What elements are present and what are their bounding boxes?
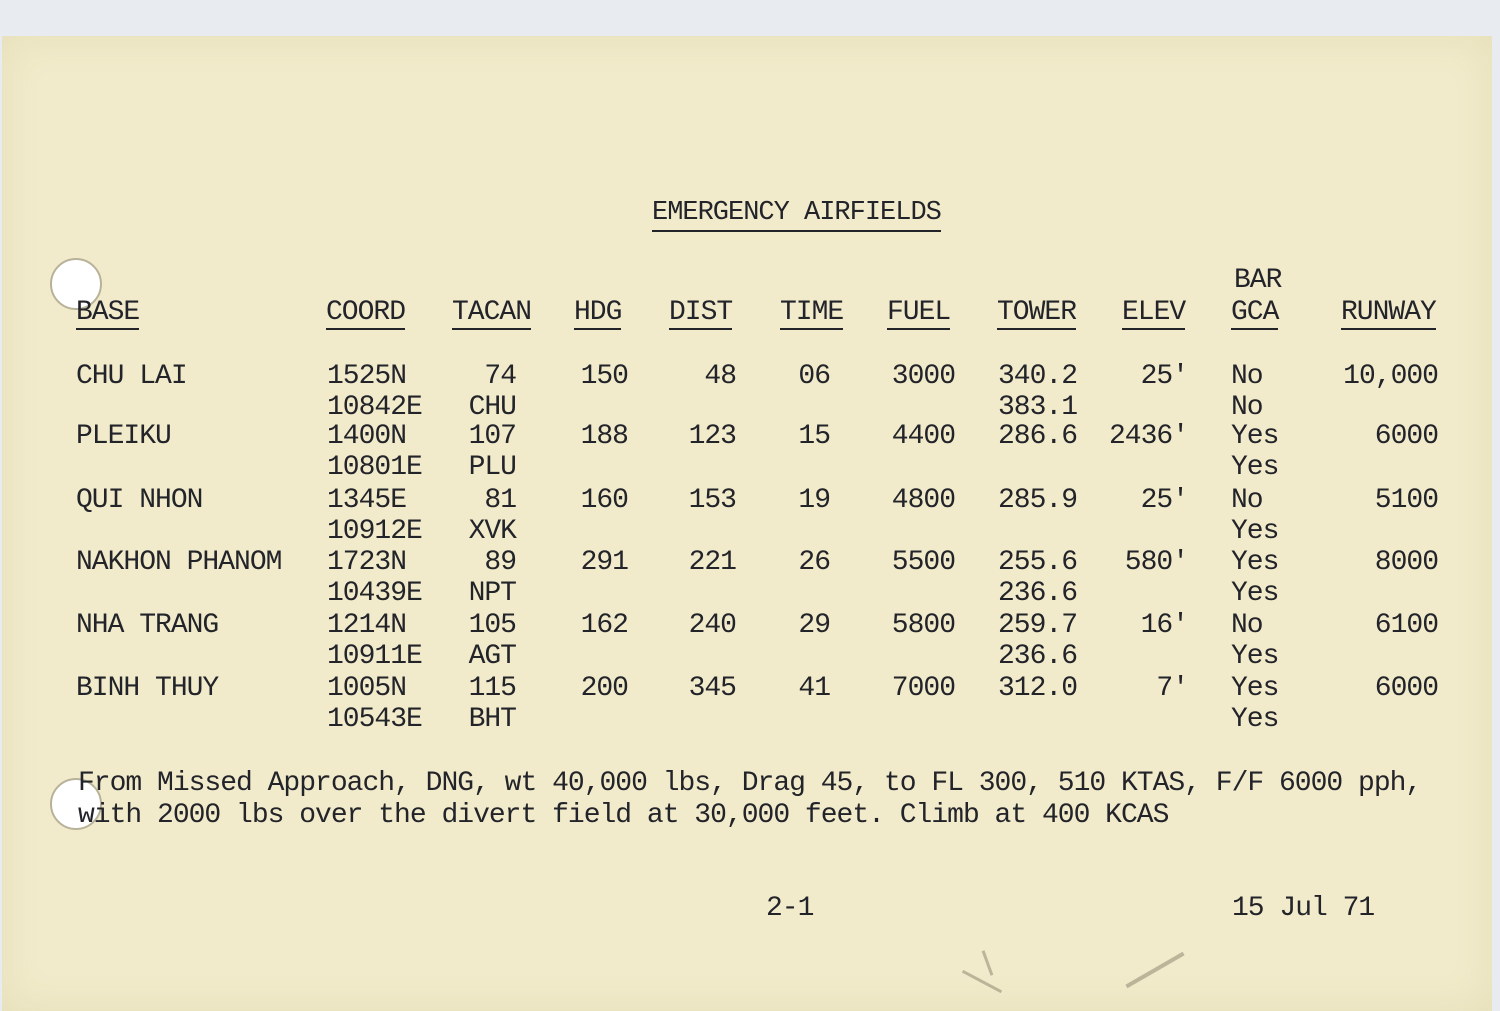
cell-base: PLEIKU: [76, 421, 171, 452]
cell-coord: 10842E: [327, 392, 422, 423]
header-dist: DIST: [669, 297, 733, 328]
page-number: 2-1: [766, 893, 814, 924]
cell-coord: 1400N: [327, 421, 407, 452]
header-bar: BAR: [1234, 265, 1282, 296]
cell-tacan: PLU: [468, 452, 516, 483]
cell-runway: 6000: [1374, 673, 1438, 704]
cell-tower: 259.7: [998, 610, 1078, 641]
cell-coord: 10912E: [327, 516, 422, 547]
cell-base: NHA TRANG: [76, 610, 219, 641]
cell-hdg: 188: [580, 421, 628, 452]
cell-coord: 10801E: [327, 452, 422, 483]
cell-elev: 25': [1140, 361, 1188, 392]
document-date: 15 Jul 71: [1232, 893, 1375, 924]
cell-tower: 312.0: [998, 673, 1078, 704]
cell-gca: Yes: [1231, 516, 1279, 547]
cell-dist: 123: [688, 421, 736, 452]
cell-tower: 236.6: [998, 578, 1078, 609]
cell-time: 26: [798, 547, 830, 578]
cell-dist: 345: [688, 673, 736, 704]
header-coord: COORD: [326, 297, 406, 328]
cell-tacan: BHT: [468, 704, 516, 735]
cell-tower: 340.2: [998, 361, 1078, 392]
cell-tacan: 89: [484, 547, 516, 578]
header-runway: RUNWAY: [1341, 297, 1436, 328]
cell-fuel: 4400: [891, 421, 955, 452]
cell-runway: 10,000: [1343, 361, 1438, 392]
cell-gca: Yes: [1231, 641, 1279, 672]
header-gca: GCA: [1231, 297, 1279, 328]
cell-gca: Yes: [1231, 421, 1279, 452]
cell-base: QUI NHON: [76, 485, 203, 516]
cell-runway: 8000: [1374, 547, 1438, 578]
cell-gca: Yes: [1231, 452, 1279, 483]
cell-fuel: 7000: [891, 673, 955, 704]
cell-tacan: 74: [484, 361, 516, 392]
cell-gca: Yes: [1231, 704, 1279, 735]
cell-tacan: CHU: [468, 392, 516, 423]
cell-coord: 10911E: [327, 641, 422, 672]
header-tower: TOWER: [997, 297, 1077, 328]
cell-fuel: 3000: [891, 361, 955, 392]
cell-tacan: 115: [468, 673, 516, 704]
cell-elev: 16': [1140, 610, 1188, 641]
cell-tacan: XVK: [468, 516, 516, 547]
cell-tower: 236.6: [998, 641, 1078, 672]
cell-gca: No: [1231, 610, 1263, 641]
cell-base: NAKHON PHANOM: [76, 547, 282, 578]
cell-gca: No: [1231, 392, 1263, 423]
cell-dist: 240: [688, 610, 736, 641]
header-tacan: TACAN: [452, 297, 532, 328]
cell-coord: 10439E: [327, 578, 422, 609]
note-line-2: with 2000 lbs over the divert field at 30,000 feet. Climb at 400 KCAS: [78, 800, 1169, 831]
cell-tower: 286.6: [998, 421, 1078, 452]
cell-tacan: 81: [484, 485, 516, 516]
header-elev: ELEV: [1122, 297, 1186, 328]
header-time: TIME: [780, 297, 844, 328]
cell-tower: 255.6: [998, 547, 1078, 578]
cell-hdg: 150: [580, 361, 628, 392]
cell-time: 06: [798, 361, 830, 392]
cell-fuel: 4800: [891, 485, 955, 516]
cell-base: CHU LAI: [76, 361, 187, 392]
cell-coord: 1214N: [327, 610, 407, 641]
cell-dist: 48: [704, 361, 736, 392]
cell-time: 29: [798, 610, 830, 641]
cell-runway: 5100: [1374, 485, 1438, 516]
cell-runway: 6000: [1374, 421, 1438, 452]
cell-base: BINH THUY: [76, 673, 219, 704]
cell-tacan: 105: [468, 610, 516, 641]
cell-fuel: 5800: [891, 610, 955, 641]
note-line-1: From Missed Approach, DNG, wt 40,000 lbs, Drag 45, to FL 300, 510 KTAS, F/F 6000 pph,: [78, 768, 1422, 799]
header-base: BASE: [76, 297, 140, 328]
cell-elev: 7': [1156, 673, 1188, 704]
header-fuel: FUEL: [887, 297, 951, 328]
cell-hdg: 291: [580, 547, 628, 578]
cell-hdg: 160: [580, 485, 628, 516]
cell-elev: 580': [1124, 547, 1188, 578]
cell-coord: 1005N: [327, 673, 407, 704]
cell-time: 41: [798, 673, 830, 704]
cell-gca: No: [1231, 485, 1263, 516]
cell-hdg: 162: [580, 610, 628, 641]
cell-time: 15: [798, 421, 830, 452]
cell-elev: 25': [1140, 485, 1188, 516]
cell-tacan: AGT: [468, 641, 516, 672]
cell-hdg: 200: [580, 673, 628, 704]
cell-coord: 1723N: [327, 547, 407, 578]
cell-elev: 2436': [1108, 421, 1188, 452]
cell-runway: 6100: [1374, 610, 1438, 641]
cell-dist: 221: [688, 547, 736, 578]
cell-gca: Yes: [1231, 578, 1279, 609]
cell-coord: 1345E: [327, 485, 407, 516]
cell-gca: Yes: [1231, 673, 1279, 704]
cell-tacan: NPT: [468, 578, 516, 609]
header-hdg: HDG: [574, 297, 622, 328]
cell-time: 19: [798, 485, 830, 516]
cell-tower: 383.1: [998, 392, 1078, 423]
cell-tower: 285.9: [998, 485, 1078, 516]
cell-gca: Yes: [1231, 547, 1279, 578]
cell-tacan: 107: [468, 421, 516, 452]
cell-gca: No: [1231, 361, 1263, 392]
cell-coord: 1525N: [327, 361, 407, 392]
cell-dist: 153: [688, 485, 736, 516]
document-title: EMERGENCY AIRFIELDS: [652, 196, 941, 232]
cell-coord: 10543E: [327, 704, 422, 735]
cell-fuel: 5500: [891, 547, 955, 578]
